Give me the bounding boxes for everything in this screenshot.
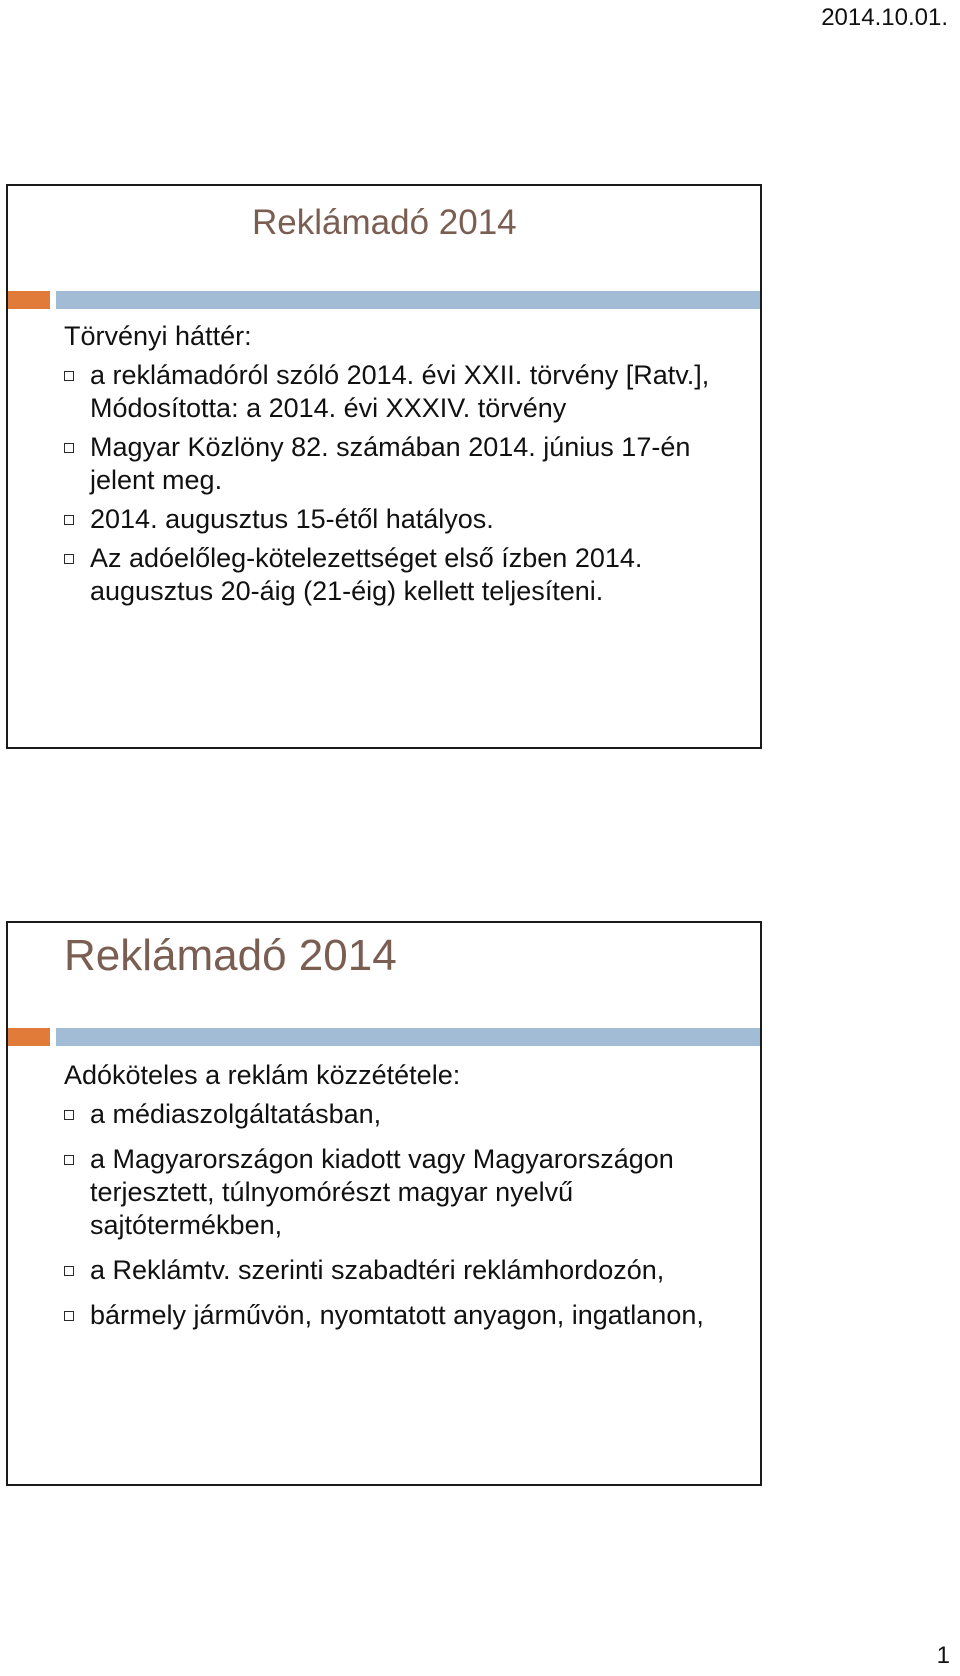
square-bullet-icon (64, 1110, 74, 1120)
list-item-text: a reklámadóról szóló 2014. évi XXII. törvény [Ratv.], Módosította: a 2014. évi XXXIV. törvény (90, 360, 710, 423)
list-item-text: Magyar Közlöny 82. számában 2014. június 17-én jelent meg. (90, 432, 691, 495)
square-bullet-icon (64, 1311, 74, 1321)
slide-title: Reklámadó 2014 (64, 931, 397, 980)
title-divider (8, 1028, 760, 1046)
list-item-text: a médiaszolgáltatásban, (90, 1099, 382, 1129)
slide-2 (6, 921, 762, 1486)
square-bullet-icon (64, 1155, 74, 1165)
list-item (64, 359, 720, 425)
slide-lead-text: Törvényi háttér: (64, 321, 252, 351)
list-item (64, 542, 720, 608)
square-bullet-icon (64, 443, 74, 453)
slide-title: Reklámadó 2014 (252, 203, 517, 242)
square-bullet-icon (64, 515, 74, 525)
divider-blue-bar (56, 1028, 760, 1046)
list-item-text: a Reklámtv. szerinti szabadtéri reklámhordozón, (90, 1255, 665, 1285)
bullet-list (64, 1098, 720, 1332)
title-divider (8, 291, 760, 309)
slide-body (64, 1059, 720, 1344)
list-item (64, 1098, 720, 1131)
list-item (64, 1299, 720, 1332)
divider-blue-bar (56, 291, 760, 309)
square-bullet-icon (64, 371, 74, 381)
page-number: 1 (936, 1642, 950, 1669)
list-item-text: bármely járművön, nyomtatott anyagon, ingatlanon, (90, 1300, 704, 1330)
list-item-text: Az adóelőleg-kötelezettséget első ízben 2014. augusztus 20-áig (21-éig) kellett teljesíteni. (90, 543, 643, 606)
square-bullet-icon (64, 1266, 74, 1276)
slide-body (64, 320, 720, 614)
header-date: 2014.10.01. (821, 4, 948, 31)
list-item (64, 431, 720, 497)
slide-1 (6, 184, 762, 749)
list-item (64, 503, 720, 536)
list-item (64, 1143, 720, 1242)
divider-orange-block (8, 291, 50, 309)
list-item-text: 2014. augusztus 15-étől hatályos. (90, 504, 494, 534)
list-item (64, 1254, 720, 1287)
slide-lead-text: Adóköteles a reklám közzététele: (64, 1060, 461, 1090)
divider-orange-block (8, 1028, 50, 1046)
bullet-list (64, 359, 720, 608)
square-bullet-icon (64, 554, 74, 564)
list-item-text: a Magyarországon kiadott vagy Magyarországon terjesztett, túlnyomórészt magyar nyelvű sajtótermékben, (90, 1144, 674, 1240)
